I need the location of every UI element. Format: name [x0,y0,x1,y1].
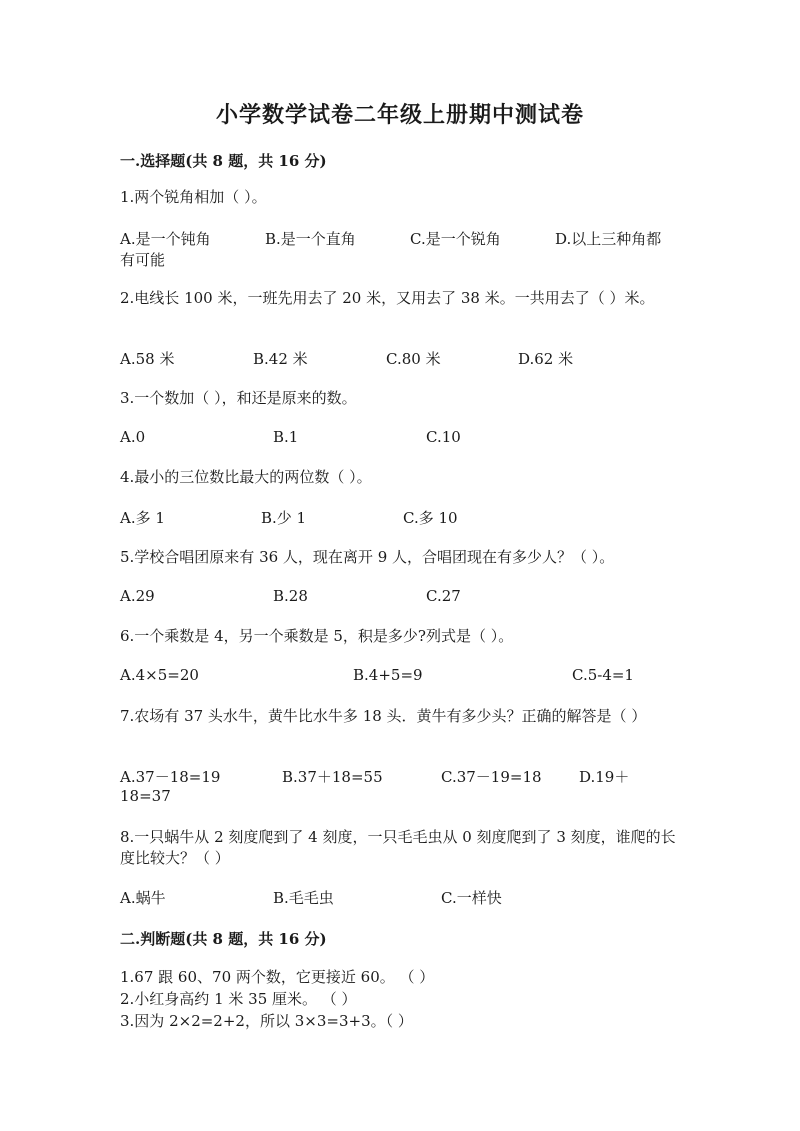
option-a: A.4×5=20 [120,666,199,684]
option-c: C.80 米 [386,350,441,368]
question-1-options [120,228,680,250]
option-a: A.多 1 [120,509,165,527]
judgment-item-3: 3.因为 2×2=2+2，所以 3×3=3+3。（ ） [120,1012,413,1030]
option-a: A.是一个钝角 [120,230,211,248]
option-d: D.62 米 [518,350,574,368]
question-4: 4.最小的三位数比最大的两位数（ ）。 [120,468,372,486]
judgment-item-1: 1.67 跟 60、70 两个数，它更接近 60。 （ ） [120,968,435,986]
option-b: B.42 米 [253,350,308,368]
option-b: B.4+5=9 [353,666,423,684]
page-title: 小学数学试卷二年级上册期中测试卷 [215,102,584,128]
question-1: 1.两个锐角相加（ ）。 [120,188,267,206]
question-8-options [120,887,680,909]
option-c: C.一样快 [441,889,502,907]
option-b: B.37＋18=55 [282,768,383,786]
section-heading-judgment: 二.判断题(共 8 题，共 16 分) [120,930,327,948]
option-b: B.毛毛虫 [273,889,334,907]
option-d: D.19＋ [579,768,630,786]
option-c: C.5-4=1 [572,666,634,684]
option-d: D.以上三种角都 [555,230,662,248]
option-a: A.37－18=19 [120,768,221,786]
question-2-options [120,348,680,370]
option-c: C.多 10 [403,509,458,527]
option-c: C.27 [426,587,461,605]
question-8: 8.一只蜗牛从 2 刻度爬到了 4 刻度，一只毛毛虫从 0 刻度爬到了 3 刻度，谁爬的长度比较大？（ ） [120,828,676,867]
option-a: A.蜗牛 [120,889,166,907]
option-c: C.是一个锐角 [410,230,501,248]
question-5-options [120,587,680,609]
question-7: 7.农场有 37 头水牛，黄牛比水牛多 18 头．黄牛有多少头？正确的解答是（ ） [120,707,647,725]
option-c: C.37－19=18 [441,768,542,786]
option-b: B.28 [273,587,308,605]
judgment-item-2: 2.小红身高约 1 米 35 厘米。 （ ） [120,990,357,1008]
section-heading-choice: 一.选择题(共 8 题，共 16 分) [120,152,327,170]
option-d-continuation: 18=37 [120,787,171,805]
question-4-options [120,507,680,529]
question-3-options [120,428,680,450]
question-6-options [120,666,680,688]
option-a: A.0 [120,428,146,446]
question-2: 2.电线长 100 米，一班先用去了 20 米，又用去了 38 米。一共用去了（ ）米。 [120,289,655,307]
option-a: A.29 [120,587,155,605]
question-7-options [120,766,680,788]
option-c: C.10 [426,428,461,446]
option-b: B.少 1 [261,509,307,527]
question-5: 5.学校合唱团原来有 36 人，现在离开 9 人，合唱团现在有多少人？（ ）。 [120,548,615,566]
option-a: A.58 米 [120,350,175,368]
option-b: B.是一个直角 [265,230,356,248]
option-b: B.1 [273,428,299,446]
question-3: 3.一个数加（ ），和还是原来的数。 [120,389,357,407]
question-6: 6.一个乘数是 4，另一个乘数是 5，积是多少?列式是（ ）。 [120,627,514,645]
option-d-continuation: 有可能 [120,251,166,269]
